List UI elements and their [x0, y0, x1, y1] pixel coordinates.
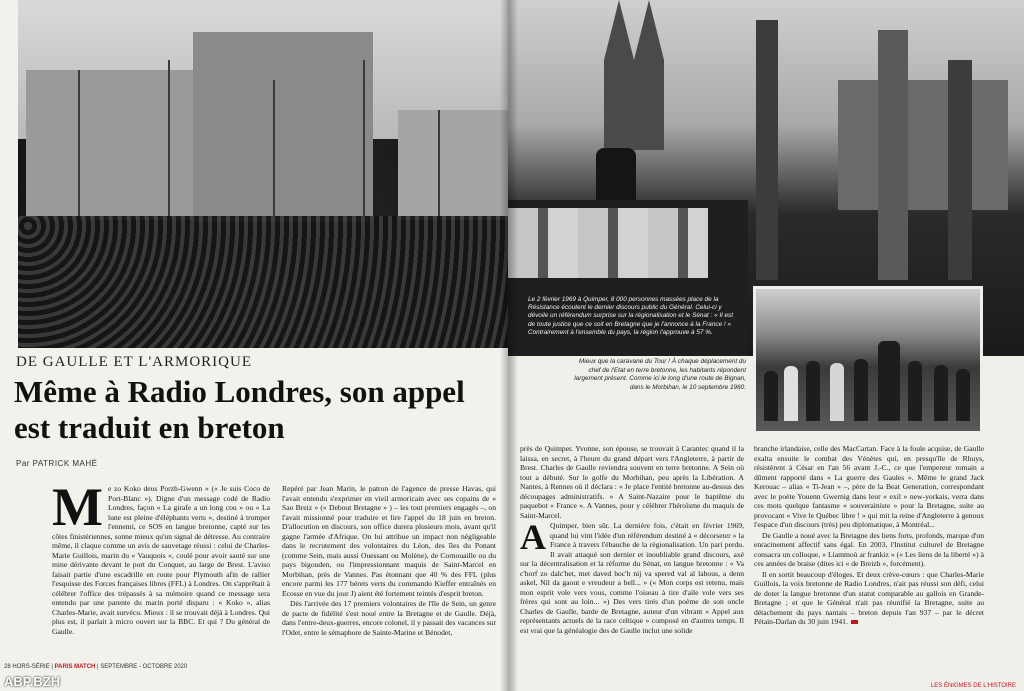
folio: 28 HORS-SÉRIE | PARIS MATCH | SEPTEMBRE - OCTOBRE 2020 [4, 664, 188, 670]
column-4 [754, 444, 984, 670]
left-page [0, 0, 510, 691]
tree [363, 60, 365, 220]
right-page [508, 0, 1024, 691]
tree [438, 110, 440, 220]
column-4-paragraph: De Gaulle a noué avec la Bretagne des liens forts, profonds, marque d'un enracinement affectif sans égal. En 2003, l'Institut culturel de Bretagne consacra un colloque, « Liammoù ar frankiz » (« Les liens de la liberté ») à ces années de braise (dites ici « de Breizh », forcément). [754, 530, 984, 568]
column-4-paragraph [754, 570, 984, 627]
cathedral-spire [634, 0, 664, 150]
article-byline: Par PATRICK MAHÉ [16, 459, 98, 468]
person [830, 363, 844, 421]
folio-series: HORS-SÉRIE [12, 664, 50, 670]
column-2-paragraph: Repéré par Jean Marin, le patron de l'agence de presse Havas, qui l'avait entendu s'exprimer en vieil armoricain avec ses copains de « Sao Breiz » (« Debout Bretagne » ) – les tout premiers engagés –, on l'avait missionné pour traduire et lire l'appel du 18 juin en breton. D'allocution en discours, son office durera plusieurs mois, avant qu'il gagne l'armée d'Afrique. On lui attribue un impact non négligeable dans le recrutement des volontaires du Léon, des îles du Ponant (comme Sein, mais aussi Ouessant ou Molène), de Cornouaille ou du pays bigouden, ou l'impressionnant maquis de Saint-Marcel en Morbihan, près de Vannes. Pas étonnant que 40 % des FFL (plus encore parmi les 177 bérets verts du commando Kieffer entraînés en Ecosse en vue du jour J) aient été fortement teintés d'esprit breton. [282, 484, 496, 598]
column-3-text: Quimper, bien sûr. La dernière fois, c'était en février 1969, quand lui vint l'idée d'un référendum destiné à « décorseter » la France à travers l'ébauche de la régionalisation. Un pari perdu. Il avait attaqué son dernier et inoubliable grand discours, axé sur la décentralisation et la réforme du Sénat, en langue bretonne : « Va c'horf zo dalc'het, met daved hoc'h nij va spered val al labous, a denn askel, Nil da gaout e vreudeur a bell... » (« Mon corps est retenu, mais mon esprit vole vers vous, comme l'oiseau à tire d'aile vole vers ses frères qui sont au loin... ») Des vers tirés d'un poème de son oncle Charles de Gaulle, barde de Bretagne, auteur d'un vibrant « Appel aux représentants actuels de la race celtique » composé en d'autres temps. Il est vrai que la généalogie des de Gaulle inclut une solide [520, 521, 744, 635]
crowd-photo [18, 0, 510, 348]
person [908, 361, 922, 421]
flag [948, 60, 972, 280]
column-2-paragraph: Dès l'arrivée des 17 premiers volontaires de l'île de Sein, un genre de pacte de fidélité s'est noué entre la Bretagne et de Gaulle. Déjà, dans l'entre-deux-guerres, encore colonel, il y passait des vacances sur l'Odet, entre le sémaphore de Sainte-Marine et Bénodet, [282, 599, 496, 637]
end-mark [851, 620, 858, 624]
column-1-text: e zo Koko deus Porzh-Gwenn » (« Je suis Coco de Port-Blanc »). Digne d'un message codé de Radio Londres, façon « La girafe a un long cou » ou « La lune est pleine d'éléphants verts », destiné à tromper l'ennemi, ce SOS en langue bretonne, capté sur les côtes finistériennes, sonne mieux qu'un signal de détresse. Au contraire même, il claque comme un avis de sauvetage réussi : celui de Charles-Marie Guillois, marin du « Vauquois », coulé pour avoir sauté sur une mine dérivante devant le port du Conquet, au large de Brest. L'aviso faisait partie d'une escadrille en route pour Plymouth afin de rallier l'esquisse des Forces françaises libres (FFL) à Londres. On s'apprêtait à célébrer l'office des trépassés à sa mémoire quand ce message sera entendu par une parente du marin porté disparu : « Koko », alias Charles-Marie, avait survécu. Mieux : il se trouvait déjà à Londres. Qui plus est, il parlait à micro ouvert sur la BBC. Et qui ? Du général de Gaulle. [52, 484, 270, 636]
cathedral-spire [604, 0, 634, 150]
person [806, 361, 820, 421]
column-3 [520, 444, 744, 676]
person [764, 371, 778, 421]
person [934, 365, 948, 421]
person [854, 359, 868, 421]
crowd [18, 216, 510, 348]
right-folio: LES ÉNIGMES DE L'HISTOIRE [930, 683, 1016, 689]
watermark: ABP.BZH [4, 674, 61, 689]
podium-drape [508, 208, 708, 278]
photo-caption: Le 2 février 1969 à Quimper, 8 000 personnes massées place de la Résistance écoutent le dernier discours public du Général. Celui-ci y dévoile un référendum surprise sur la régionalisation et le Sénat : « Il est de toute justice que ce soit en Bretagne que je l'annonce à la France ! » Contrairement à l'ensemble du pays, la région l'approuve à 57 %. [528, 296, 733, 336]
column-3-paragraph [520, 517, 744, 635]
flag [756, 20, 778, 280]
building [398, 110, 510, 220]
column-4-paragraph: branche irlandaise, celle des MacCartan. Face à la foule acquise, de Gaulle exalta ensuite le combat des Vénètes qui, en presqu'île de Rhuys, résistèrent à César en l'an 56 avant J.-C., ce que l'empereur romain a dûment rapporté dans « La guerre des Gaules ». Même le grand Jack Kerouac – alias « Ti-Jean » –, père de la Beat Generation, correspondant avec le poète Youenn Gwernig dans leur « exil » new-yorkais, verra dans ces mots quelque fantasme « souverainiste » pour la Bretagne, suite au provocant « Vive le Québec libre ! » qui mit la reine d'Angleterre à genoux l'espace d'un discours (très) peu diplomatique, à Montréal... [754, 444, 984, 529]
tree [168, 60, 170, 220]
tree [273, 80, 275, 220]
person [784, 366, 798, 421]
column-2 [282, 484, 496, 660]
column-1 [52, 484, 270, 654]
person [878, 341, 900, 421]
inset-caption: Mieux que la caravane du Tour ! À chaque déplacement du chef de l'Etat en terre bretonne, les habitants répondent largement présent. Comme ici le long d'une route de Bignan, dans le Morbihan, le 10 septembre 1960. [574, 358, 746, 391]
page-gutter [500, 0, 518, 691]
building [193, 32, 373, 222]
person [956, 369, 970, 421]
folio-brand: PARIS MATCH [54, 664, 96, 670]
drop-cap: A [520, 517, 546, 557]
folio-date: SEPTEMBRE - OCTOBRE 2020 [100, 664, 188, 670]
article-kicker: DE GAULLE ET L'ARMORIQUE [16, 354, 252, 370]
inset-photo [753, 286, 983, 434]
building [838, 80, 1008, 210]
flag [878, 30, 908, 280]
tree [78, 70, 80, 220]
article-headline: Même à Radio Londres, son appel est traduit en breton [14, 374, 465, 445]
drop-cap: M [52, 484, 103, 537]
speaker [596, 148, 636, 200]
column-4-text: Il en sortit beaucoup d'éloges. Et deux crève-cœurs : que Charles-Marie Guillois, la voix bretonne de Radio Londres, n'ait pas réussi son défi, celui de doter la langue bretonne d'un statut comparable au gallois en Grande-Bretagne ; et que le Général n'ait pas réunifié la Bretagne, suite au détachement du pays nantais – breton depuis l'an 937 – par le décret Pétain-Darlan du 30 juin 1941. [754, 569, 984, 626]
page-number: 28 [4, 664, 11, 670]
column-3-paragraph: près de Quimper. Yvonne, son épouse, se trouvait à Carantec quand il la laissa, en secret, à l'heure du grand départ vers l'Angleterre, à partir de Brest. Charles de Gaulle reviendra souvent en terre bretonne. A Sein où tout a débuté. Sur le golfe du Morbihan, peu après la Libération. A Nantes, à Rennes où il déclara : « Je place l'entité bretonne au-dessus des découpages administratifs. » A Saint-Nazaire pour le baptême du paquebot « France ». A Vannes, pour y célébrer l'héroïsme du maquis de Saint-Marcel. [520, 444, 744, 520]
